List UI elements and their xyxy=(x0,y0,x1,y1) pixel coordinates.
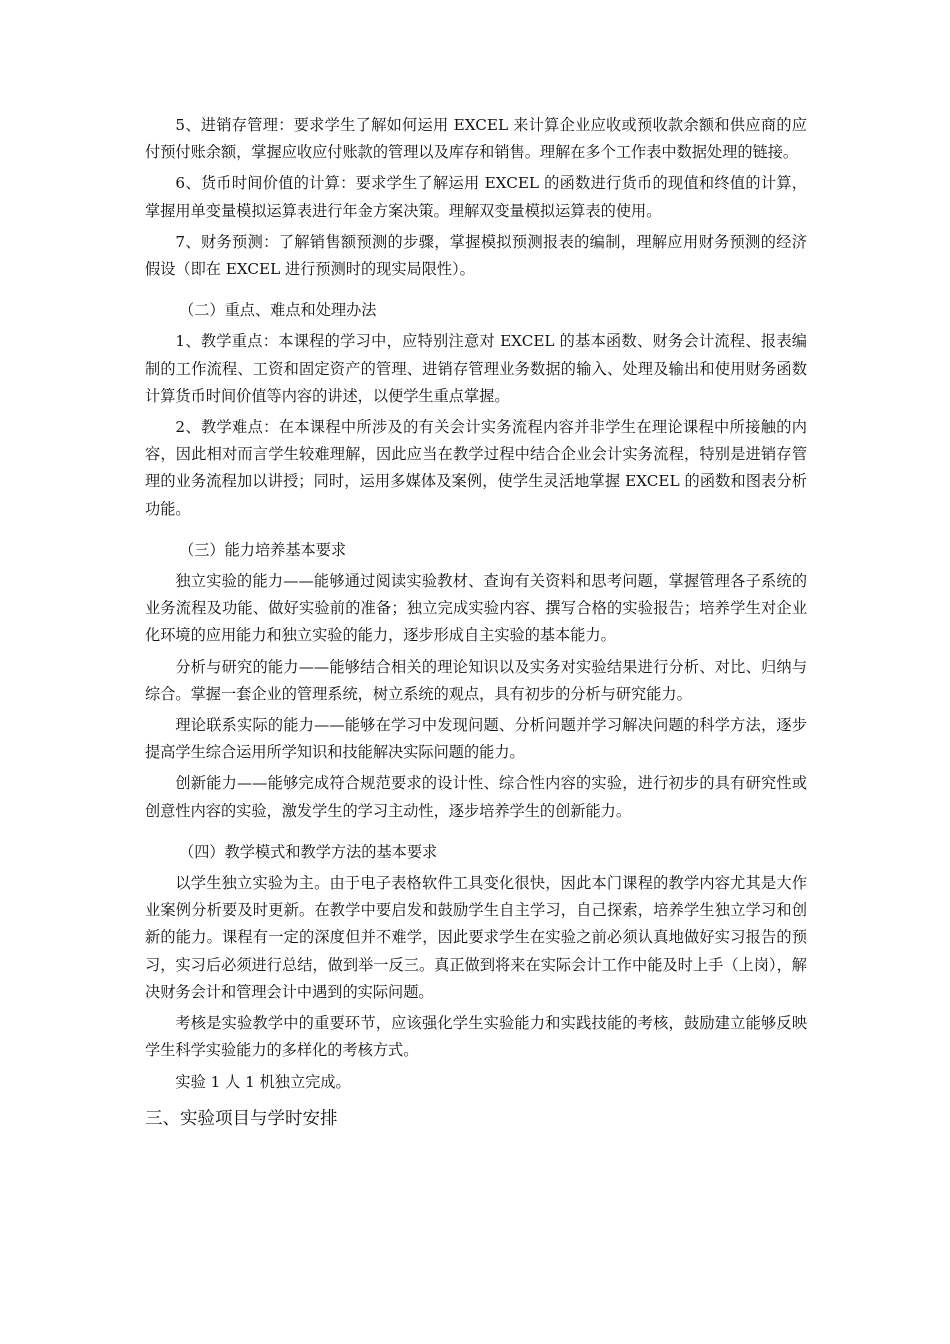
document-body xyxy=(145,112,807,1134)
paragraph-teaching-difficulty: 2、教学难点：在本课程中所涉及的有关会计实务流程内容并非学生在理论课程中所接触的内容，因此相对而言学生较难理解，因此应当在教学过程中结合企业会计实务流程，特别是进销存管理的业务流程加以讲授；同时，运用多媒体及案例，使学生灵活地掌握 EXCEL 的函数和图表分析功能。 xyxy=(145,418,807,518)
paragraph-innovation: 创新能力——能够完成符合规范要求的设计性、综合性内容的实验，进行初步的具有研究性或创意性内容的实验，激发学生的学习主动性，逐步培养学生的创新能力。 xyxy=(145,774,807,820)
paragraph-one-person-one-machine: 实验 1 人 1 机独立完成。 xyxy=(175,1072,351,1091)
chapter-heading-projects: 三、实验项目与学时安排 xyxy=(145,1108,338,1129)
paragraph-item-6: 6、货币时间价值的计算：要求学生了解运用 EXCEL 的函数进行货币的现值和终值的计算，掌握用单变量模拟运算表进行年金方案决策。理解双变量模拟运算表的使用。 xyxy=(145,174,807,220)
paragraph-teaching-focus: 1、教学重点：本课程的学习中，应特别注意对 EXCEL 的基本函数、财务会计流程、报表编制的工作流程、工资和固定资产的管理、进销存管理业务数据的输入、处理及输出和使用财务函数计算货币时间价值等内容的讲述，以便学生重点掌握。 xyxy=(145,332,807,405)
paragraph-independent-ability: 独立实验的能力——能够通过阅读实验教材、查询有关资料和思考问题，掌握管理各子系统的业务流程及功能、做好实验前的准备；独立完成实验内容、撰写合格的实验报告；培养学生对企业化环境的应用能力和独立实验的能力，逐步形成自主实验的基本能力。 xyxy=(145,572,807,645)
paragraph-teaching-mode: 以学生独立实验为主。由于电子表格软件工具变化很快，因此本门课程的教学内容尤其是大作业案例分析要及时更新。在教学中要启发和鼓励学生自主学习，自己探索，培养学生独立学习和创新的能力。课程有一定的深度但并不难学，因此要求学生在实验之前必须认真地做好实习报告的预习，实习后必须进行总结，做到举一反三。真正做到将来在实际会计工作中能及时上手（上岗），解决财务会计和管理会计中遇到的实际问题。 xyxy=(145,874,807,1001)
paragraph-item-5: 5、进销存管理：要求学生了解如何运用 EXCEL 来计算企业应收或预收款余额和供应商的应付预付账余额，掌握应收应付账款的管理以及库存和销售。理解在多个工作表中数据处理的链接。 xyxy=(145,116,807,162)
section-heading-teaching-mode: （四）教学模式和教学方法的基本要求 xyxy=(179,842,438,861)
paragraph-item-7: 7、财务预测：了解销售额预测的步骤，掌握模拟预测报表的编制，理解应用财务预测的经济假设（即在 EXCEL 进行预测时的现实局限性）。 xyxy=(145,232,807,279)
paragraph-assessment: 考核是实验教学中的重要环节，应该强化学生实验能力和实践技能的考核，鼓励建立能够反映学生科学实验能力的多样化的考核方式。 xyxy=(145,1014,807,1060)
section-heading-ability: （三）能力培养基本要求 xyxy=(179,540,347,559)
section-heading-key-points: （二）重点、难点和处理办法 xyxy=(179,301,377,320)
paragraph-theory-practice: 理论联系实际的能力——能够在学习中发现问题、分析问题并学习解决问题的科学方法，逐步提高学生综合运用所学知识和技能解决实际问题的能力。 xyxy=(145,716,807,762)
paragraph-analysis-ability: 分析与研究的能力——能够结合相关的理论知识以及实务对实验结果进行分析、对比、归纳与综合。掌握一套企业的管理系统，树立系统的观点，具有初步的分析与研究能力。 xyxy=(145,657,807,703)
